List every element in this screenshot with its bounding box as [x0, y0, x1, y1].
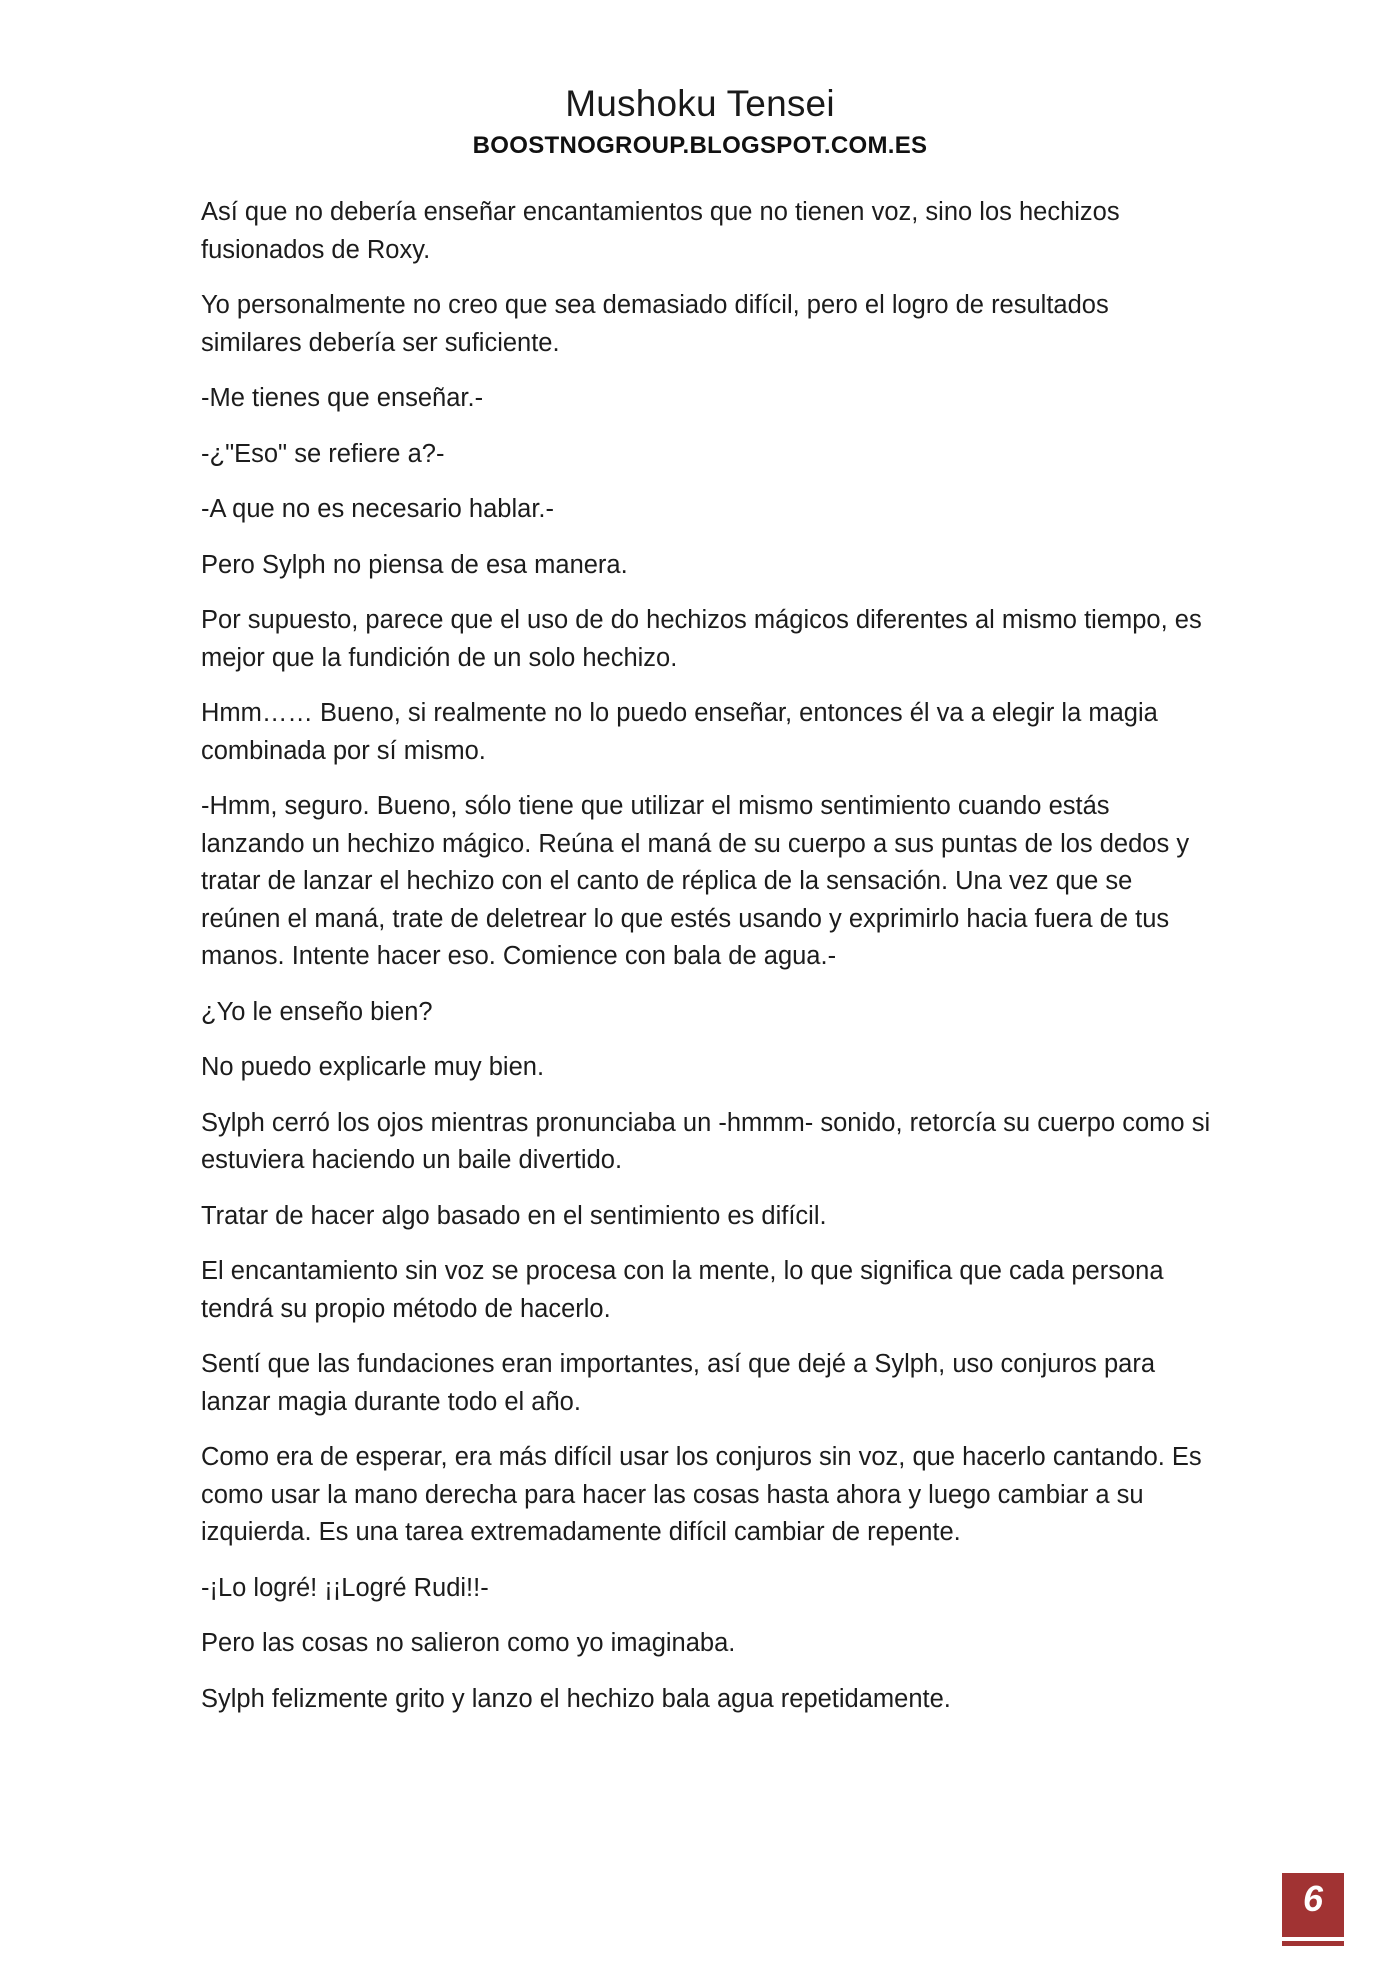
page-header [0, 82, 1400, 162]
site-url: BOOSTNOGROUP.BLOGSPOT.COM.ES [472, 132, 928, 159]
body-text [201, 194, 1211, 1736]
book-title: Mushoku Tensei [565, 83, 835, 124]
paragraph: Tratar de hacer algo basado en el sentimiento es difícil. [201, 1201, 827, 1230]
paragraph: -Me tienes que enseñar.- [201, 384, 484, 412]
paragraph: -¿"Eso" se refiere a?- [201, 439, 445, 468]
paragraph: El encantamiento sin voz se procesa con la mente, lo que significa que cada persona tendrá su propio método de hacerlo. [201, 1257, 1164, 1323]
paragraph: ¿Yo le enseño bien? [201, 997, 433, 1026]
paragraph: -Hmm, seguro. Bueno, sólo tiene que utilizar el mismo sentimiento cuando estás lanzando un hechizo mágico. Reúna el maná de su cuerpo a sus puntas de los dedos y tratar de lanzar el hechizo con el canto de réplica de la sensación. Una vez que se reúnen el maná, trate de deletrear lo que estés usando y exprimirlo hacia fuera de tus manos. Intente hacer eso. Comience con bala de agua.- [201, 792, 1190, 970]
page-number-underline [1282, 1941, 1344, 1946]
paragraph: Como era de esperar, era más difícil usar los conjuros sin voz, que hacerlo cantando. Es como usar la mano derecha para hacer las cosas hasta ahora y luego cambiar a su izquierda. Es una tarea extremadamente difícil cambiar de repente. [201, 1443, 1202, 1546]
paragraph: Yo personalmente no creo que sea demasiado difícil, pero el logro de resultados similares debería ser suficiente. [201, 291, 1109, 357]
paragraph: -¡Lo logré! ¡¡Logré Rudi!!- [201, 1573, 489, 1602]
paragraph: Por supuesto, parece que el uso de do hechizos mágicos diferentes al mismo tiempo, es mejor que la fundición de un solo hechizo. [201, 606, 1202, 672]
paragraph: -A que no es necesario hablar.- [201, 495, 554, 523]
page-number-badge: 6 [1282, 1873, 1344, 1937]
paragraph: Hmm…… Bueno, si realmente no lo puedo enseñar, entonces él va a elegir la magia combinada por sí mismo. [201, 699, 1158, 765]
paragraph: No puedo explicarle muy bien. [201, 1053, 545, 1081]
paragraph: Sentí que las fundaciones eran importantes, así que dejé a Sylph, uso conjuros para lanzar magia durante todo el año. [201, 1350, 1156, 1416]
paragraph: Pero las cosas no salieron como yo imaginaba. [201, 1629, 736, 1657]
paragraph: Sylph cerró los ojos mientras pronunciaba un -hmmm- sonido, retorcía su cuerpo como si estuviera haciendo un baile divertido. [201, 1108, 1211, 1174]
paragraph: Así que no debería enseñar encantamientos que no tienen voz, sino los hechizos fusionados de Roxy. [201, 198, 1120, 264]
paragraph: Pero Sylph no piensa de esa manera. [201, 550, 628, 579]
paragraph: Sylph felizmente grito y lanzo el hechizo bala agua repetidamente. [201, 1684, 951, 1713]
